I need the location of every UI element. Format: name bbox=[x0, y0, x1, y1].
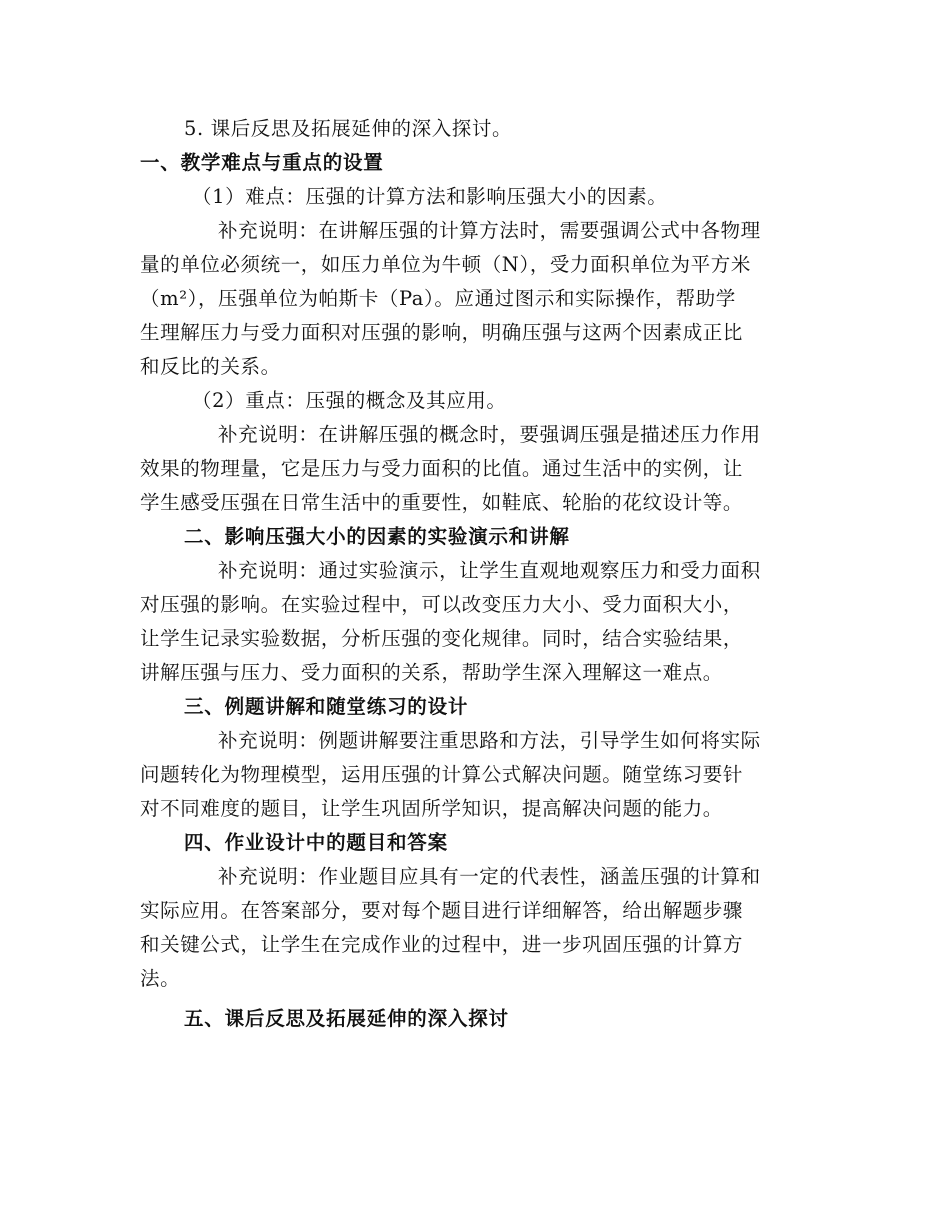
paragraph-line: 讲解压强与压力、受力面积的关系，帮助学生深入理解这一难点。 bbox=[140, 661, 723, 684]
subsection-title-key-point: （2）重点：压强的概念及其应用。 bbox=[192, 389, 507, 412]
paragraph-line: 补充说明：在讲解压强的概念时，要强调压强是描述压力作用 bbox=[218, 423, 761, 446]
section-heading-1: 一、教学难点与重点的设置 bbox=[140, 151, 384, 174]
subsection-title-difficulty: （1）难点：压强的计算方法和影响压强大小的因素。 bbox=[192, 185, 668, 208]
paragraph-line: 对压强的影响。在实验过程中，可以改变压力大小、受力面积大小， bbox=[140, 593, 744, 616]
section-heading-5: 五、课后反思及拓展延伸的深入探讨 bbox=[184, 1007, 509, 1030]
paragraph-line: 和反比的关系。 bbox=[140, 355, 281, 378]
paragraph-line: （m²），压强单位为帕斯卡（Pa）。应通过图示和实际操作，帮助学 bbox=[140, 287, 736, 310]
list-item-5: 5. 课后反思及拓展延伸的深入探讨。 bbox=[184, 117, 513, 140]
paragraph-line: 补充说明：通过实验演示，让学生直观地观察压力和受力面积 bbox=[218, 559, 761, 582]
document-page bbox=[140, 112, 804, 1036]
paragraph-line: 实际应用。在答案部分，要对每个题目进行详细解答，给出解题步骤 bbox=[140, 899, 744, 922]
paragraph-line: 补充说明：在讲解压强的计算方法时，需要强调公式中各物理 bbox=[218, 219, 761, 242]
paragraph-line: 效果的物理量，它是压力与受力面积的比值。通过生活中的实例，让 bbox=[140, 457, 744, 480]
paragraph-line: 对不同难度的题目，让学生巩固所学知识，提高解决问题的能力。 bbox=[140, 797, 723, 820]
section-heading-3: 三、例题讲解和随堂练习的设计 bbox=[184, 695, 469, 718]
section-heading-2: 二、影响压强大小的因素的实验演示和讲解 bbox=[184, 525, 570, 548]
paragraph-line: 法。 bbox=[140, 967, 181, 990]
paragraph-line: 学生感受压强在日常生活中的重要性，如鞋底、轮胎的花纹设计等。 bbox=[140, 491, 744, 514]
paragraph-line: 量的单位必须统一，如压力单位为牛顿（N），受力面积单位为平方米 bbox=[140, 253, 751, 276]
paragraph-line: 补充说明：作业题目应具有一定的代表性，涵盖压强的计算和 bbox=[218, 865, 761, 888]
section-heading-4: 四、作业设计中的题目和答案 bbox=[184, 831, 448, 854]
paragraph-line: 让学生记录实验数据，分析压强的变化规律。同时，结合实验结果， bbox=[140, 627, 744, 650]
paragraph-line: 问题转化为物理模型，运用压强的计算公式解决问题。随堂练习要针 bbox=[140, 763, 744, 786]
paragraph-line: 和关键公式，让学生在完成作业的过程中，进一步巩固压强的计算方 bbox=[140, 933, 744, 956]
paragraph-line: 生理解压力与受力面积对压强的影响，明确压强与这两个因素成正比 bbox=[140, 321, 744, 344]
paragraph-line: 补充说明：例题讲解要注重思路和方法，引导学生如何将实际 bbox=[218, 729, 761, 752]
